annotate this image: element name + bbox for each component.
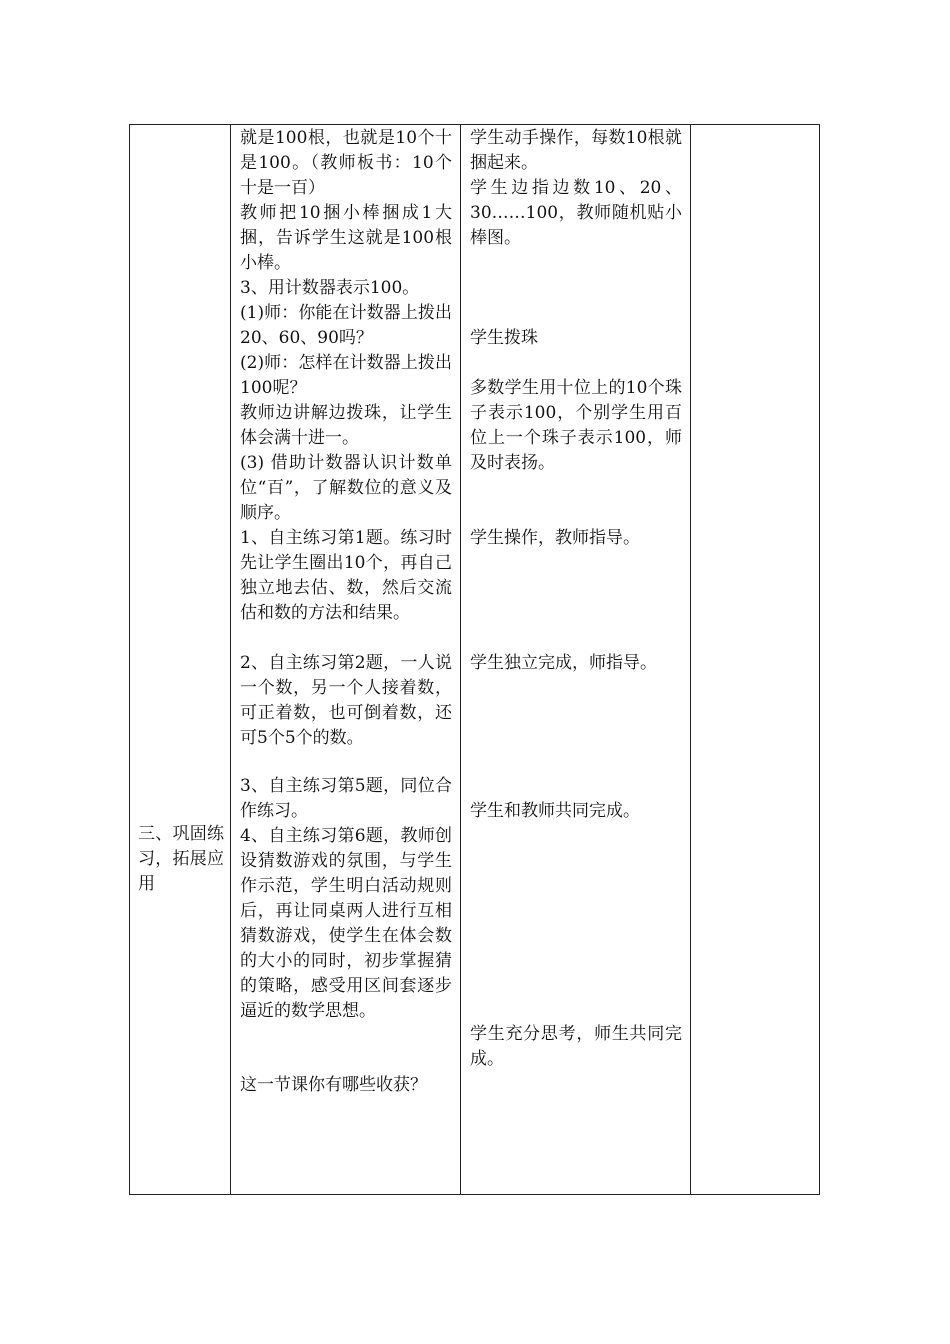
teacher-text-8: 1、自主练习第1题。练习时先让学生圈出10个，再自己独立地去估、数，然后交流估和数的方法和结果。 xyxy=(240,528,452,623)
teacher-text-11: 4、自主练习第6题，教师创设猜数游戏的氛围，与学生作示范，学生明白活动规则后，再让同桌两人进行互相猜数游戏，使学生在体会数的大小的同时，初步掌握猜的策略，感受用区间套逐步逼近的数学思想。 xyxy=(240,826,452,1021)
student-text-2: 学生边指边数10、20、30……100，教师随机贴小棒图。 xyxy=(470,178,682,248)
teacher-text-2: 教师把10捆小棒捆成1大捆，告诉学生这就是100根小棒。 xyxy=(240,203,452,273)
student-text-8: 学生充分思考，师生共同完成。 xyxy=(470,1024,682,1069)
teacher-text-10: 3、自主练习第5题，同位合作练习。 xyxy=(240,776,452,821)
student-text-1: 学生动手操作，每数10根就捆起来。 xyxy=(470,128,682,173)
student-text-4: 多数学生用十位上的10个珠子表示100，个别学生用百位上一个珠子表示100，师及时表扬。 xyxy=(470,378,682,473)
teacher-text-3: 3、用计数器表示100。 xyxy=(240,278,420,298)
teacher-text-5: (2)师：怎样在计数器上拨出100呢？ xyxy=(240,353,452,398)
student-text-3: 学生拨珠 xyxy=(470,328,538,348)
teacher-text-1: 就是100根，也就是10个十是100。（教师板书：10个十是一百） xyxy=(240,128,452,198)
teacher-text-7: (3) 借助计数器认识计数单位“百”，了解数位的意义及顺序。 xyxy=(240,453,452,523)
stage-label: 三、巩固练习，拓展应用 xyxy=(138,824,224,894)
teacher-text-12: 这一节课你有哪些收获？ xyxy=(240,1075,427,1095)
column-divider xyxy=(230,125,231,1194)
lesson-plan-table xyxy=(129,124,820,1195)
student-text-5: 学生操作，教师指导。 xyxy=(470,528,640,548)
teacher-text-4: (1)师：你能在计数器上拨出20、60、90吗？ xyxy=(240,303,452,348)
teacher-text-6: 教师边讲解边拨珠，让学生体会满十进一。 xyxy=(240,403,452,448)
column-divider xyxy=(460,125,461,1194)
student-text-7: 学生和教师共同完成。 xyxy=(470,801,640,821)
column-divider xyxy=(690,125,691,1194)
student-text-6: 学生独立完成，师指导。 xyxy=(470,653,657,673)
teacher-text-9: 2、自主练习第2题，一人说一个数，另一个人接着数，可正着数，也可倒着数，还可5个5个的数。 xyxy=(240,653,452,748)
